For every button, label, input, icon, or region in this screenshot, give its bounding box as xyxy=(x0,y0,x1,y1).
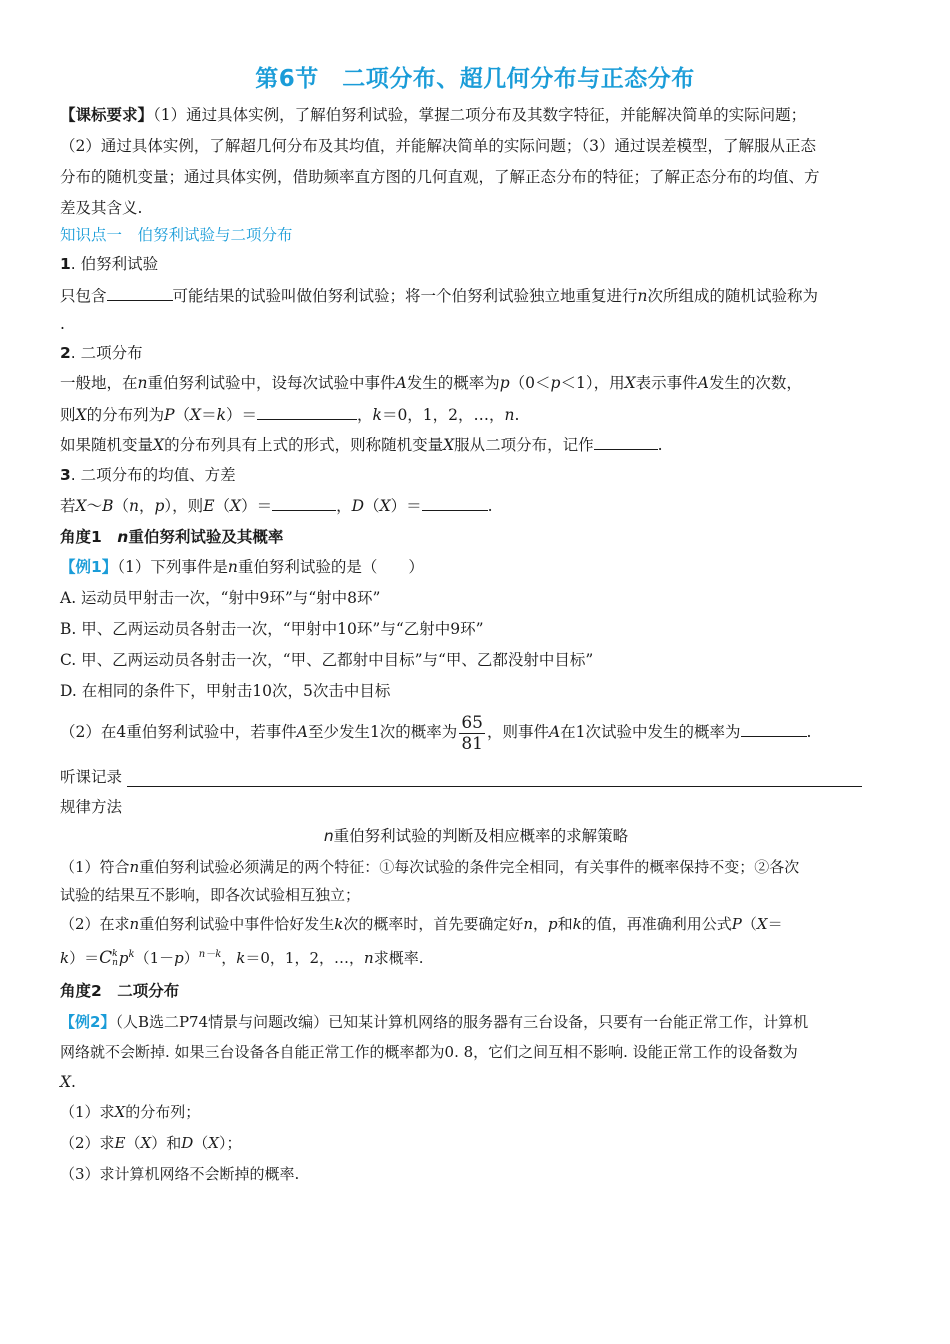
section-1-text: 只包含 可能结果的试验叫做伯努利试验；将一个伯努利试验独立地重复进行n次所组成的随机试验称为 xyxy=(60,284,892,307)
option-a: A. 运动员甲射击一次，“射中9环”与“射中8环” xyxy=(60,589,381,607)
section-1-heading: 1. 伯努利试验 xyxy=(60,255,159,273)
note-label: 听课记录 xyxy=(60,768,123,786)
blank-field[interactable] xyxy=(257,403,357,420)
angle-2-heading: 角度2 二项分布 xyxy=(60,982,180,1000)
section-2-line-1: 一般地，在n重伯努利试验中，设每次试验中事件A发生的概率为p（0＜p＜1），用X表示事件A发生的次数， xyxy=(60,374,802,392)
requirements-label: 【课标要求】 xyxy=(60,106,154,124)
example-2-question-1: （1）求X的分布列； xyxy=(60,1103,201,1121)
section-3-heading: 3. 二项分布的均值、方差 xyxy=(60,466,236,484)
example-2-tag: 【例2】 xyxy=(60,1013,116,1031)
section-2-line-2: 则X的分布列为P（X＝k）＝ ，k＝0，1，2，…，n. xyxy=(60,403,892,426)
strategy-point-1-cont: 试验的结果互不影响，即各次试验相互独立； xyxy=(60,886,361,904)
blank-field[interactable] xyxy=(741,720,807,737)
blank-field[interactable] xyxy=(272,494,336,511)
option-d: D. 在相同的条件下，甲射击10次，5次击中目标 xyxy=(60,682,391,700)
strategy-title: n重伯努利试验的判断及相应概率的求解策略 xyxy=(323,827,629,845)
blank-field[interactable] xyxy=(107,284,173,301)
note-underline[interactable] xyxy=(127,786,862,787)
option-c: C. 甲、乙两运动员各射击一次，“甲、乙都射中目标”与“甲、乙都没射中目标” xyxy=(60,651,594,669)
example-2-question-3: （3）求计算机网络不会断掉的概率. xyxy=(60,1165,300,1183)
requirements-line-1: 【课标要求】（1）通过具体实例，了解伯努利试验，掌握二项分布及其数字特征，并能解决简单的实际问题； xyxy=(60,106,807,124)
option-b: B. 甲、乙两运动员各射击一次，“甲射中10环”与“乙射中9环” xyxy=(60,620,484,638)
fraction: $\frac{65}{81}$ xyxy=(461,712,483,754)
example-1-question-1: 【例1】（1）下列事件是n重伯努利试验的是（ ） xyxy=(60,558,424,576)
section-2-heading: 2. 二项分布 xyxy=(60,344,143,362)
strategy-point-2: （2）在求n重伯努利试验中事件恰好发生k次的概率时，首先要确定好n，p和k的值，再准确利用公式P（X＝ xyxy=(60,915,783,933)
page-title: 第6节 二项分布、超几何分布与正态分布 xyxy=(255,66,695,92)
strategy-formula: k）＝C k n $p^k(1-p)^{n-k}$，k＝0，1，2，…，n求概率. xyxy=(60,948,424,968)
example-2-line-2: 网络就不会断掉. 如果三台设备各自能正常工作的概率都为0. 8，它们之间互相不影响. 设能正常工作的设备数为 xyxy=(60,1043,798,1061)
requirements-line-3: 分布的随机变量；通过具体实例，借助频率直方图的几何直观，了解正态分布的特征；了解正态分布的均值、方 xyxy=(60,168,820,186)
knowledge-point-heading: 知识点一 伯努利试验与二项分布 xyxy=(60,226,293,244)
blank-field[interactable] xyxy=(422,494,488,511)
rule-label: 规律方法 xyxy=(60,798,123,816)
example-2-line-3: X. xyxy=(60,1073,76,1091)
requirements-line-4: 差及其含义. xyxy=(60,199,143,217)
section-2-line-3: 如果随机变量X的分布列具有上式的形式，则称随机变量X服从二项分布，记作 . xyxy=(60,433,892,456)
section-1-end: . xyxy=(60,315,65,333)
example-1-tag: 【例1】 xyxy=(60,558,118,576)
angle-1-heading: 角度1 n重伯努利试验及其概率 xyxy=(60,528,284,546)
section-3-text: 若X～B（n，p），则E（X）＝ ，D（X）＝ . xyxy=(60,494,892,517)
example-2-question-2: （2）求E（X）和D（X）； xyxy=(60,1134,242,1152)
requirements-line-2: （2）通过具体实例，了解超几何分布及其均值，并能解决简单的实际问题；（3）通过误差模型，了解服从正态 xyxy=(60,137,816,155)
blank-field[interactable] xyxy=(594,433,658,450)
strategy-point-1: （1）符合n重伯努利试验必须满足的两个特征：①每次试验的条件完全相同，有关事件的概率保持不变；②各次 xyxy=(60,858,800,876)
example-2-line-1: 【例2】（人B选二P74情景与问题改编）已知某计算机网络的服务器有三台设备，只要有一台能正常工作，计算机 xyxy=(60,1013,809,1031)
example-1-question-2: （2）在4重伯努利试验中，若事件A至少发生1次的概率为 $\frac{65}{81}$ ，则事件A在1次试验中发生的概率为 . xyxy=(60,712,812,754)
